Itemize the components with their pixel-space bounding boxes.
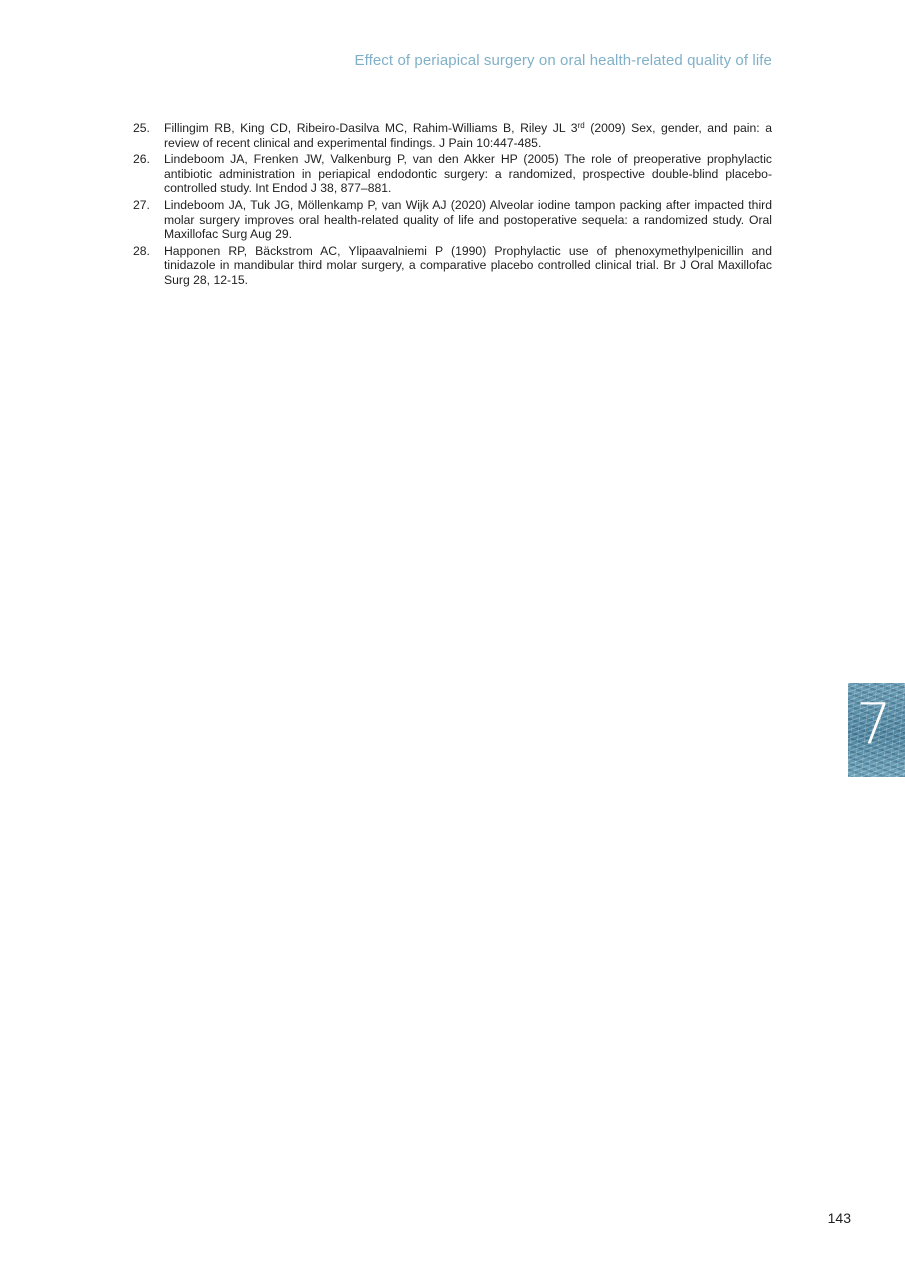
reference-text-part: (2009) Sex, gender, and pain: a review of recent clinical and experimental findings. J Pain 10:447-485. <box>164 121 772 150</box>
chapter-tab <box>848 683 905 777</box>
reference-item-25 <box>133 121 772 150</box>
reference-number: 26. <box>133 152 150 167</box>
page-number: 143 <box>827 1210 851 1226</box>
reference-number: 27. <box>133 197 150 212</box>
reference-item-28 <box>133 244 772 288</box>
reference-list <box>133 121 772 290</box>
reference-text <box>164 121 772 150</box>
ordinal-superscript: rd <box>577 121 585 130</box>
reference-text: Lindeboom JA, Tuk JG, Möllenkamp P, van Wijk AJ (2020) Alveolar iodine tampon packing after impacted third molar surgery improves oral health-related quality of life and postoperative sequela: a randomized study. Oral Maxillofac Surg Aug 29. <box>164 197 772 242</box>
reference-number: 28. <box>133 243 150 258</box>
running-header-title: Effect of periapical surgery on oral health-related quality of life <box>354 52 772 69</box>
reference-item-26 <box>133 152 772 196</box>
reference-text: Lindeboom JA, Frenken JW, Valkenburg P, van den Akker HP (2005) The role of preoperative prophylactic antibiotic administration in periapical endodontic surgery: a randomized, prospective double-blind placebo-controlled study. Int Endod J 38, 877–881. <box>164 152 772 196</box>
reference-number: 25. <box>133 121 150 135</box>
chapter-number: 7 <box>856 692 892 757</box>
reference-item-27 <box>133 198 772 242</box>
reference-text: Happonen RP, Bäckstrom AC, Ylipaavalniemi P (1990) Prophylactic use of phenoxymethylpenicillin and tinidazole in mandibular third molar surgery, a comparative placebo controlled clinical trial. Br J Oral Maxillofac Surg 28, 12-15. <box>164 243 772 287</box>
reference-text-part: Fillingim RB, King CD, Ribeiro-Dasilva MC, Rahim-Williams B, Riley JL 3 <box>164 121 578 135</box>
